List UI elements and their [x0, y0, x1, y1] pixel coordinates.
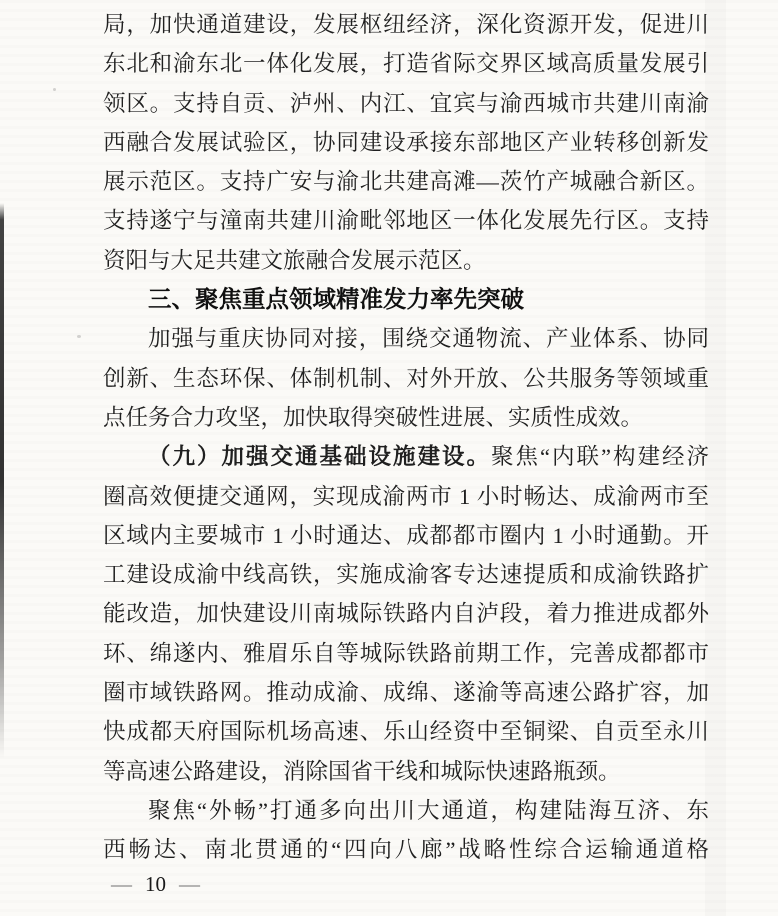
- text-line: 加强与重庆协同对接，围绕交通物流、产业体系、协同: [148, 326, 709, 352]
- text-line: 快成都天府国际机场高速、乐山经资中至铜梁、自贡至永川: [103, 719, 709, 745]
- item-heading-rest: 聚焦“内联”构建经济: [491, 444, 709, 470]
- text-line: 创新、生态环保、体制机制、对外开放、公共服务等领域重: [103, 365, 709, 391]
- scan-speck: [53, 88, 56, 91]
- text-line: 能改造，加快建设川南城际铁路内自泸段，着力推进成都外: [103, 601, 709, 627]
- text-line: 展示范区。支持广安与渝北共建高滩—茨竹产城融合新区。: [103, 169, 709, 195]
- text-line: 西融合发展试验区，协同建设承接东部地区产业转移创新发: [103, 129, 709, 155]
- item-heading-label: （九）加强交通基础设施建设。: [148, 444, 492, 470]
- text-line: 西畅达、南北贯通的“四向八廊”战略性综合运输通道格: [103, 837, 709, 863]
- text-line: 环、绵遂内、雅眉乐自等城际铁路前期工作，完善成都都市: [103, 640, 709, 666]
- text-line: 圈高效便捷交通网，实现成渝两市 1 小时畅达、成渝两市至: [103, 483, 709, 509]
- text-line-item-heading: [103, 437, 709, 476]
- text-line: 资阳与大足共建文旅融合发展示范区。: [103, 247, 486, 273]
- scan-speck: [77, 335, 81, 338]
- page-number-dash-left: —: [111, 872, 132, 896]
- text-line: 点任务合力攻坚，加快取得突破性进展、实质性成效。: [103, 404, 644, 430]
- section-heading: 三、聚焦重点领域精准发力率先突破: [148, 286, 524, 313]
- page-number: [111, 870, 200, 898]
- text-line: 支持遂宁与潼南共建川渝毗邻地区一体化发展先行区。支持: [103, 208, 709, 234]
- text-line: 东北和渝东北一体化发展，打造省际交界区域高质量发展引: [103, 51, 709, 77]
- document-body: [103, 5, 709, 870]
- text-line: 聚焦“外畅”打通多向出川大通道，构建陆海互济、东: [148, 797, 709, 823]
- page-number-value: 10: [145, 872, 166, 896]
- scan-edge-artifact: [0, 203, 4, 759]
- text-line: 区域内主要城市 1 小时通达、成都都市圈内 1 小时通勤。开: [103, 522, 709, 548]
- page-number-dash-right: —: [179, 872, 200, 896]
- text-line: 工建设成渝中线高铁，实施成渝客专达速提质和成渝铁路扩: [103, 562, 709, 588]
- text-line: 局，加快通道建设，发展枢纽经济，深化资源开发，促进川: [103, 12, 709, 37]
- text-line: 领区。支持自贡、泸州、内江、宜宾与渝西城市共建川南渝: [103, 90, 709, 116]
- text-line: 等高速公路建设，消除国省干线和城际快速路瓶颈。: [103, 758, 621, 784]
- text-line: 圈市域铁路网。推动成渝、成绵、遂渝等高速公路扩容，加: [103, 680, 709, 706]
